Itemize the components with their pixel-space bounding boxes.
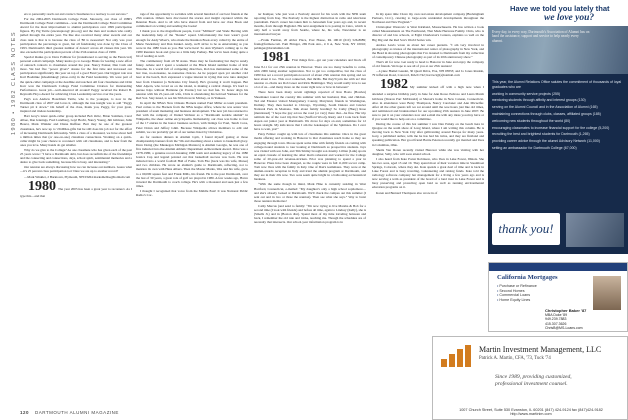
note-paragraph: During the course of this hot summer I saw Dan Pulsky on the beach here in Quogue on the south shore of Long Island, where I am writing this column. He is moving back to New York City after gallivanting around Europe for many years. Gary, a published author, tells me he has had his twins, and they are firstland and speaking publication. Her good friend Barrie Peterson recently got married and lives in Columbus, Ohio. (372, 122, 484, 147)
note-paragraph: Bart Gray's latest quick-caller group included Bob Ortiz, Brian Salzman, Carol Albee, Dan Jennings, Fred Lundberg, Gayl Hecht, Nancy Young, Jim Gilmour, Julia Hearst, Mark Winkler and Diane Ruffner. Bart may be one of the greatest classmates, he's now up to '20-Miles-gifts but he still does his job not for the effort of increasing Dartmouth fellowship. With a class of a thousand, we have about half a million times that (or one-on-one) classmate connections. Working on a quick-caller might be your chance to reconnect with old classmates, and to hear from the ones you love. Many hands do get smaller. (20, 114, 132, 147)
ad-body (492, 80, 622, 153)
bar-chart-logo-icon (441, 345, 473, 367)
ad-headline-line-1: Have we told you lately that (510, 4, 610, 13)
note-signature: —Frank Furman, 20 Abbot Place, Post House, PA 19010 (610) 526-8689; frank@furman.com. Pam Ebinger, 269 Park Ave., # 6 A, New York, NY 10016; pebinger@dartalumni.com (254, 37, 366, 50)
page-number: 120 (20, 410, 30, 415)
ad-item: working in community service projects (255) (492, 91, 561, 96)
contact-title: MBA Duke '89 (545, 313, 568, 318)
investment-ad (432, 336, 628, 420)
ad-intro: This year, the Alumni Relations Office salutes the commitment of thousands of loyal graduates who are (492, 80, 622, 89)
note-paragraph: Andrea Lewis wrote us about her career pursuits. “I am very involved in photography as trustee of the international center of photography in New York, and the Head in showing photographs that I've donated to Dartmouth from my collection of contemporary Chinese photography as part of its 20th anniversary show.” (372, 42, 484, 59)
note-paragraph: 1980 The year 2005 has been a great year to reconnect. As I type this—and that (20, 178, 132, 198)
ad-headline-band (488, 0, 628, 26)
note-signature: —Lynne Hamel Gaudet, 30 Quail Drive, Exa, NH 03833; and Jo Jones Ronkin, 79 Jefferson Road, Concord, MA 01742; hart kcl@(a)hotmail.com (372, 69, 484, 78)
ad-top-bar (489, 263, 627, 271)
class-year-heading: 1980 (28, 178, 56, 194)
thank-you-text: thank you! (498, 221, 554, 236)
note-paragraph: “With the same though in mind, Mark Hine is currently residing in West Hartford, Connecticut, e-mailed: “My daughter's only a high school sophomore—and she's already looked at Dartmouth. We'll check the campus out this summer (I sent out and in two or three the reunion). Then see what she says.” Way to burst those reunion memories! (254, 182, 366, 203)
contact-name: Christopher Baker '87 (545, 308, 587, 313)
note-paragraph: Karen and Bernard Thompson also wrote in of (376, 190, 438, 195)
portrait-photo (593, 276, 621, 310)
investment-company-name: Martin Investment Management, LLC (479, 345, 602, 354)
note-paragraph: Special thanks go to Dave Pollitzer for (transitioned to serving as the Fund.cwd) personal e-mail campaign. Many kudos go to George Bruns for leading a new effort of outreach contacts to classmates around the year. Nancy Pazner, Dan Cash and more. We had five “power givers” donate for the first time and increased our participation significantly this year on top of a good Fund year. Our biggest role was Karl Boehmke (kboehmke@ yahoo.com) in the Fund leadership. We were part of the quick-caller campaign at the deadline and reached. All four classmates and Ortiz Karr won the Dartmouth College Fund Committee Citation for Outstanding Performance. Great job—well-deserved all around! Peggy received the Robert B. Reynolds Hoyo Award for achieving Class Leadership service over the years. (20, 54, 132, 96)
note-paragraph: ter Kamper, who just won a Peabody Award for his work with the NPR team reporting from Iraq. The Peabody is the highest distinction in radio and television journalism. Peter's career has taken him to Jerusalem four years ago and, in recent months, from through Baghdad. His next assignment is is posting in Cairo, which is only half a world away from Seattle, where he, his wife, Newsletter is an international lawyer. (254, 12, 366, 37)
note-paragraph: Peg's son Andrew Boardman Tuttle, who is the youngest, is now in the Dartmouth class of 2007 and loves it, although the true insight was to add “Peggy Turner pit it down.” On behalf of the class, thank you, Peggy, for your great, inspired and tireless leadership. (20, 96, 132, 114)
ad-item: setting an ambassador for Dartmouth College (67,000) (492, 145, 577, 150)
class-year-heading: 1982 (380, 77, 408, 93)
ad-headline-line-2: we love you? (544, 13, 595, 23)
note-paragraph: Patsy Feltner caught up with lots of classmates this summer. Once in the great media offering and working in Hanover is that classmates reach home so they are engaging through town. Moose spent some time with family friends on coming with college-bound students to tour looking at Dartmouth as prospective students. Jaya was visited with son John, and Tim Smiley brought son Jeremy. Lillian (Lulu) sports an equal crusade of learning the other man's rehearsal and worked for the College some of 20-year-old revenue-stricken. Prior was planning to spend a year in Hanover. Plans have been changed, as the couple were in full 11,000 soccer camp. Tom now lives with the family in Italy. One of Dan's teammates. They were at the alumni-awards reception in Italy and tried the alumni program at Dartmouth, and they are in their 20s now. Two sons seem quite bright in a ballooning ecclesiastical business. (254, 132, 366, 182)
note-paragraph: Why do we give to the College? As one classmate who has given each of the past 25 years wrote: “I have a Dartmouth debt, but does reconfirm me of the friendships and the connecting and connections, days, school spirit, sentimental memories and a desire to give back something, because life is busy, and interesting.” (20, 148, 132, 165)
class-year-heading: 1981 (262, 49, 290, 65)
ad-item: mentoring students through affinity and interest groups (130) (492, 98, 586, 103)
ad-secondary-photo (566, 213, 624, 247)
note-paragraph: The commentary from all 50 states. There may be fascinating but they're surely funny. Arlene and I spent a weekend at the Black Island summer home of Rob Nusome. In a world full of competing directives, Rob has maintained some of the last true, no-nonsense, no-nonsense choices. As he popped open yet another cold beer at the beach, Rob expressed a vague interest in trying that new tuna designer beer from Chestnut (a Nebraska City friend). He's growing it won't happen. But Matt Alpern, who loved us on the island, is making a radical change. It's hard to pursue Kips without Harlanne (in Pontiac) but we had fun. To honor align his reunion with his 25-year-old wife, Chris is abandoning his beloved Yankees for the Red Sox. Stay tuned, to see his 50th move in Mickey, as in Yankees. (136, 59, 248, 100)
note-paragraph: Christopher Wasnovic is West Kirkland, Massachusetts. He has written a book called Measurements on The Eastbound, That Made Herstone Family. Chris, who is director of and law schools, at Eight Charleston's Centers, explains so well on the Big Dig and the Red Sox's World Series win. (372, 25, 484, 42)
mortgage-company-name: California Mortgages (497, 274, 558, 281)
note-paragraph: I also heard from Kate Porter Robinson, who lives in Lake Forest, Illinois. She has two sons, aged 13 and 10. They spend most of their vacation time in Steamboat Springs, Colorado, where they ski. Kate spends a great deal of time and is back in Lake Forest and is busy traveling, volunteering and raising funds. Kate told the radiology software company her management for a living a few years ago and is now serving a term as president of the board of a land trust in Lake Forest and is busy preserving and protecting open land as well as running environmental education programs on it. (372, 156, 484, 190)
note-paragraph: In April the NBA's New Orleans Hornets named Paul Miller as team president. Paul comes to the Hornets from the NBA league office, where he was senior vice president of team marketing and business development. The new job has returned to that with the company of Daniel Webster as a “Dartmouth notable alumni” in Wikipedia, the sheer online encyclopedia. Remarkably, our class was home to four of the 17 entries in the honor business section, with listings for Paul, Tench Coxe, Peter Dolan and Jeffrey Glim. Because Wikipedia allows members to edit and submit, we can probably get all of our names listed by Christmas. (136, 100, 248, 134)
note-paragraph: For the 2004-2005 Dartmouth College Fund. Sincerely, our class of 1980's Dartmouth College Fund committee—won the Dartmouth College Fund Committee Award for the most improvement to alumni participation over 1999 participation figures. By Pig Tuttle (stacetupton@ pbs.org) and the men and women who really pulled through the entire year. We like also received many other awards and our class rank is that is is because the class of '80 is awesome!! Not only was your participation the percentage to great, but all fundraising was done by the Class of 1993. Dartmouth's third greatest number of donors' across all classes this year. We also exceeded the participation percent of the 25th reunion class of 1980. (20, 17, 132, 54)
ad-item: encouraging classmates to increase financial support for the college (5,200) (492, 125, 610, 130)
class-notes-column-3 (254, 12, 366, 404)
publication-name: DARTMOUTH ALUMNI MAGAZINE (35, 410, 119, 415)
service-item: • Commercial Loans (497, 293, 537, 298)
investment-address: 1007 Church Street, Suite 530 Evanston, IL 60201 (847) 424-9124 fax (847)424-9182 http://www.martinim.com (459, 408, 603, 416)
note-paragraph: I thought I recognized that voice from the Middle East! It was National Public Radio's Cor- (136, 188, 248, 198)
contact-fax: 415.307.3626 (545, 321, 567, 326)
service-item: • Second Homes (497, 289, 537, 294)
note-paragraph: That's all for now. Get ready to head to Hanover in June and enjoy the company of old friends. We hope to see all of you at our 25th reunion! (372, 60, 484, 69)
contact-block (545, 309, 625, 330)
note-paragraph: ers to personally reach out and contact classmates is a real key to our success.” (24, 12, 128, 16)
ad-item: serving on the Alumni Council and in the Association of Alumni (165) (492, 105, 598, 110)
ad-photo-caption: Every day, in every way, Dartmouth's Association of Alumni has on hand the assistance, support and service to help nearly every alumni. (492, 30, 590, 43)
side-label-text: 1980 • 1982 CLASS NOTES (11, 31, 17, 135)
class-notes-column-2 (136, 12, 248, 404)
mortgage-services-list (497, 284, 537, 302)
note-paragraph: Sheila Van Doren recently visited Hanover while she was visiting with her daughter, Sally, who will soon attend school. (372, 147, 484, 156)
contact-email: ChrisB@MS-Loans.com (545, 325, 583, 330)
note-signature: —Mark Winkler, 2 Barktown, Plymouth, NH 03264 marksthebbe@hotmail.com (24, 174, 131, 179)
alumni-relations-ad (488, 0, 628, 254)
note-paragraph: There have been many recent sightings reported of Ron Bosio (Bowles) Shoemaker toured the country this summer with her husband, Dan, and children. Ted and Eleanor visited Montgomery County, Maryland, friends in Washington, Dominy. They then headed to Chicago, Wyoming, South Dakota and Glacier National Park in Montana. Talk about family bonding! So Cathy (Huey) Rose (mentioned) “I hope the guy across the road (or very) there that—he fine. Her trip reminds me of the road trip that Sue (Stafford Wood), Rusty and I took back from Aspen our junior year at Dartmouth. We drove for days on end, sometimes for 12 hours straight. My kids know that I am the Gatekeeper of the Sphinxes. Do I ever have to wait, yes!” (254, 90, 366, 132)
note-paragraph: In my spare time I have my own real estate development company (Buckingham Partners, LLC), catering to large-scale residential developments throughout the Northeast and New England.” (372, 12, 484, 25)
note-paragraph: I thank you to the magnificent people, Carol “Milliard” and Wade Herring with the leadership help of the “Reune” squad. Unfortunately the best wasn't good enough for Andy Wiser's, who made the Reunion Book every called by the entire of Marie Tewksbury and Dan Zenkel. Andy, we'll strive to be as entertaining as you were in the 1980 book as you. But we're here! So Ann Wyman's coming up to the 1980 Reunion book and gave us a little help Pudney. But we've been doing quite a bit of reading as well. (136, 29, 248, 58)
service-item: • Home Equity Lines (497, 298, 537, 303)
note-paragraph: As for reunion dinners in Alumni Gym, I found myself gazing at those championship banners from the '50s and dreaming about a return to basketball glory. Dave Doing (the Muskegon Michigan Maniacs) is Alumni Georgia, he was one of five inducted into the Alumni Athletic Department Achievement Award. Dave was a 1978-1980, a genuine record-breaking 1980 team and enduring legacy of the 1980 Jessica Cup and legend pointed out that basketball success was back. He was inducted into a world football Hall of Fame. Tom Fite (back was his wife, Maree) and two children. He wrote an alumni's guide to Dartmouth, reflecting, not to mention its own with Hans Albers. Then the Master Marks, Wes and his wife, grew to a 60,000 square feet and Frank Mills, his friend. He is the past Dartmouth, over the last of 30 years, a great role of golf we played in 1980. A few weeks ago, Harve traveled the Dartmouth to coach college. He's with a thousand and seen just a few times. (136, 134, 248, 188)
note-paragraph: rage of the opportunity to socialize with several hundred of our best friends at the 25th reunion. Others have discovered the stories and insight captured within the Reunion Book. And to all who have shared from and have our class Book and commented on writing and sending the books! (136, 12, 248, 29)
note-paragraph: Our reunion are always discussing how we can increase our numbers. Guess what—it's 25 percent class participation too! Dare we are up to another record? (20, 165, 132, 174)
thank-you-badge (492, 213, 560, 245)
note-paragraph: 1981 First things first—get out your calendars and block off June 8-11 for our 25th reunion in Hanover. There are too many benefits to come, with 2006 being another registration. Not to get too competitive, but the class of 1980 has set a record participation record of about 25th reunion this spring and we hear about it too. This cool connected, that thrills. But they'll join me with us! Our reunion co-chairs are Rob Greer and Rick Heiminger. They would really love to see a lot of us—and many more on the roster right now or how in between? (254, 49, 366, 90)
service-item: • Purchase or Refinance (497, 284, 537, 289)
class-notes-column-1 (20, 12, 132, 404)
section-side-label (4, 10, 17, 170)
ad-item: providing career advice through the alumni Advisory Network (11,000) (492, 139, 600, 144)
page-footer (20, 410, 119, 415)
contact-phone: 949.239.7883 (545, 317, 567, 322)
ad-item: welcoming new students throughout the world (80) (492, 118, 571, 123)
investment-tagline: Since 1989, providing customized, professional investment counsel. (495, 374, 572, 387)
investment-principal: Patrick A. Martin, CFA, '73, Tuck '74 (479, 356, 551, 361)
note-paragraph: 1982 My summer kicked off with a high note when I attended a surprise birthday party in June for Ann Rosso Pedroso and Laura Marsh Gibbons (Sharon Parr McDonald) at Sharon's home in New Canaan, Connecticut. Also in attendance were Betsy Thompson, Nancy Carolaner and Ann Micaelfer. After all the other guests left we sat around until the wee hours just like old times, and reminisced and brainstormed for our upcoming 25th reunion in June 2007. Be sure to put it on your calendars now and e-mail me with any ideas you may have or if you would like to help out on a committee. (372, 77, 484, 121)
mortgage-ad (488, 262, 628, 332)
ad-item: recruiting the best and brightest students for Dartmouth (1,265) (492, 132, 590, 137)
note-paragraph: Cathy Marcus (and send to family: “I'm now trying to live Marsha & Bob for a second time (I look with friends) and before all time, again to Lindsay (Kelly), she is (Smalls Jr.) and in (Boston dlar). Spend most of my time traveling between and back, I remember the old rule and tricks, teaching me. Though the schedules are of necessity that intersects. Our school-year information program is in (254, 203, 366, 225)
ad-item: maintaining connections through clubs, classes, affiliated groups (185) (492, 111, 601, 116)
